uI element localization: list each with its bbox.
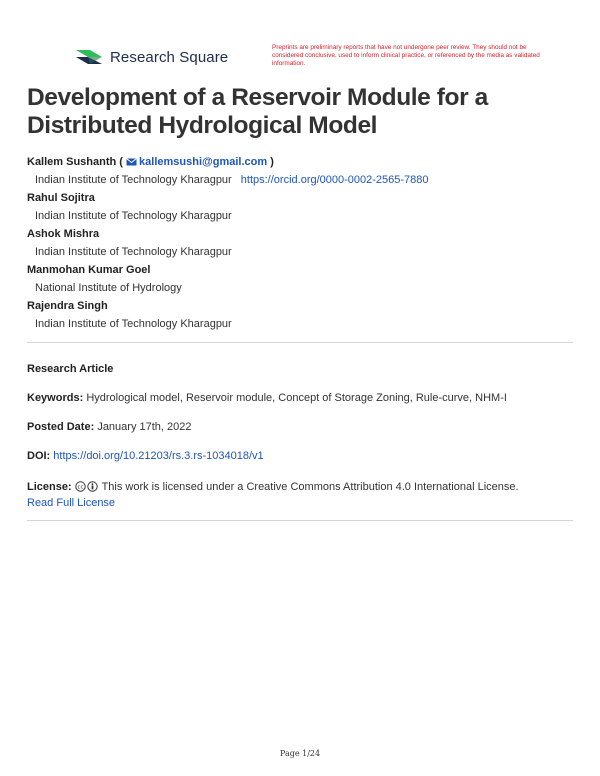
author-email-link[interactable]: kallemsushi@gmail.com: [139, 156, 268, 168]
posted-date-label: Posted Date:: [27, 421, 95, 433]
author-entry: [27, 261, 572, 297]
doi-label: DOI:: [27, 450, 51, 462]
author-entry: [27, 189, 572, 225]
author-name: Rahul Sojitra: [27, 192, 95, 204]
research-square-logo[interactable]: [74, 46, 228, 68]
author-affiliation: Indian Institute of Technology Kharagpur: [35, 174, 232, 186]
author-affiliation: Indian Institute of Technology Kharagpur: [35, 210, 232, 222]
license-text: This work is licensed under a Creative Commons Attribution 4.0 International License.: [101, 481, 519, 493]
author-entry: [27, 297, 572, 333]
license-label: License:: [27, 481, 72, 493]
author-name: Manmohan Kumar Goel: [27, 264, 151, 276]
svg-text:cc: cc: [77, 484, 84, 491]
header: [0, 0, 600, 80]
read-full-license-link[interactable]: Read Full License: [27, 497, 116, 509]
author-name: Rajendra Singh: [27, 300, 108, 312]
divider: [27, 520, 573, 521]
orcid-link[interactable]: https://orcid.org/0000-0002-2565-7880: [240, 174, 429, 186]
brand-name: Research Square: [110, 48, 229, 66]
article-type: Research Article: [27, 363, 114, 375]
author-affiliation: Indian Institute of Technology Kharagpur: [35, 318, 232, 330]
author-affiliation: Indian Institute of Technology Kharagpur: [35, 246, 232, 258]
keywords-value: Hydrological model, Reservoir module, Concept of Storage Zoning, Rule-curve, NHM-I: [86, 392, 507, 404]
posted-date-value: January 17th, 2022: [97, 421, 192, 433]
creative-commons-icon: [75, 481, 99, 492]
paper-title: Development of a Reservoir Module for a Distributed Hydrological Model: [27, 84, 488, 139]
author-entry: Kallem Sushanth ( kallemsushi@gmail.com ) Indian Institute of Technology Kharagpur https://orcid.org/0000-0002-2565-7880: [27, 156, 429, 186]
preprint-disclaimer: Preprints are preliminary reports that have not undergone peer review. They should not be considered conclusive, used to inform clinical practice, or referenced by the media as validated information.: [272, 44, 540, 68]
author-affiliation: National Institute of Hydrology: [35, 282, 182, 294]
page-number: Page 1/24: [279, 749, 321, 758]
doi-link[interactable]: https://doi.org/10.21203/rs.3.rs-1034018/v1: [53, 450, 264, 462]
mail-icon: [126, 158, 137, 166]
research-square-logo-icon: [74, 46, 104, 68]
divider: [27, 342, 573, 343]
author-name: Kallem Sushanth: [27, 156, 117, 168]
doi: [27, 448, 573, 464]
author-name: Ashok Mishra: [27, 228, 100, 240]
keywords-label: Keywords:: [27, 392, 84, 404]
author-list: [27, 153, 572, 333]
keywords: [27, 390, 573, 406]
license: [27, 479, 573, 511]
author-entry: [27, 225, 572, 261]
posted-date: [27, 419, 573, 435]
